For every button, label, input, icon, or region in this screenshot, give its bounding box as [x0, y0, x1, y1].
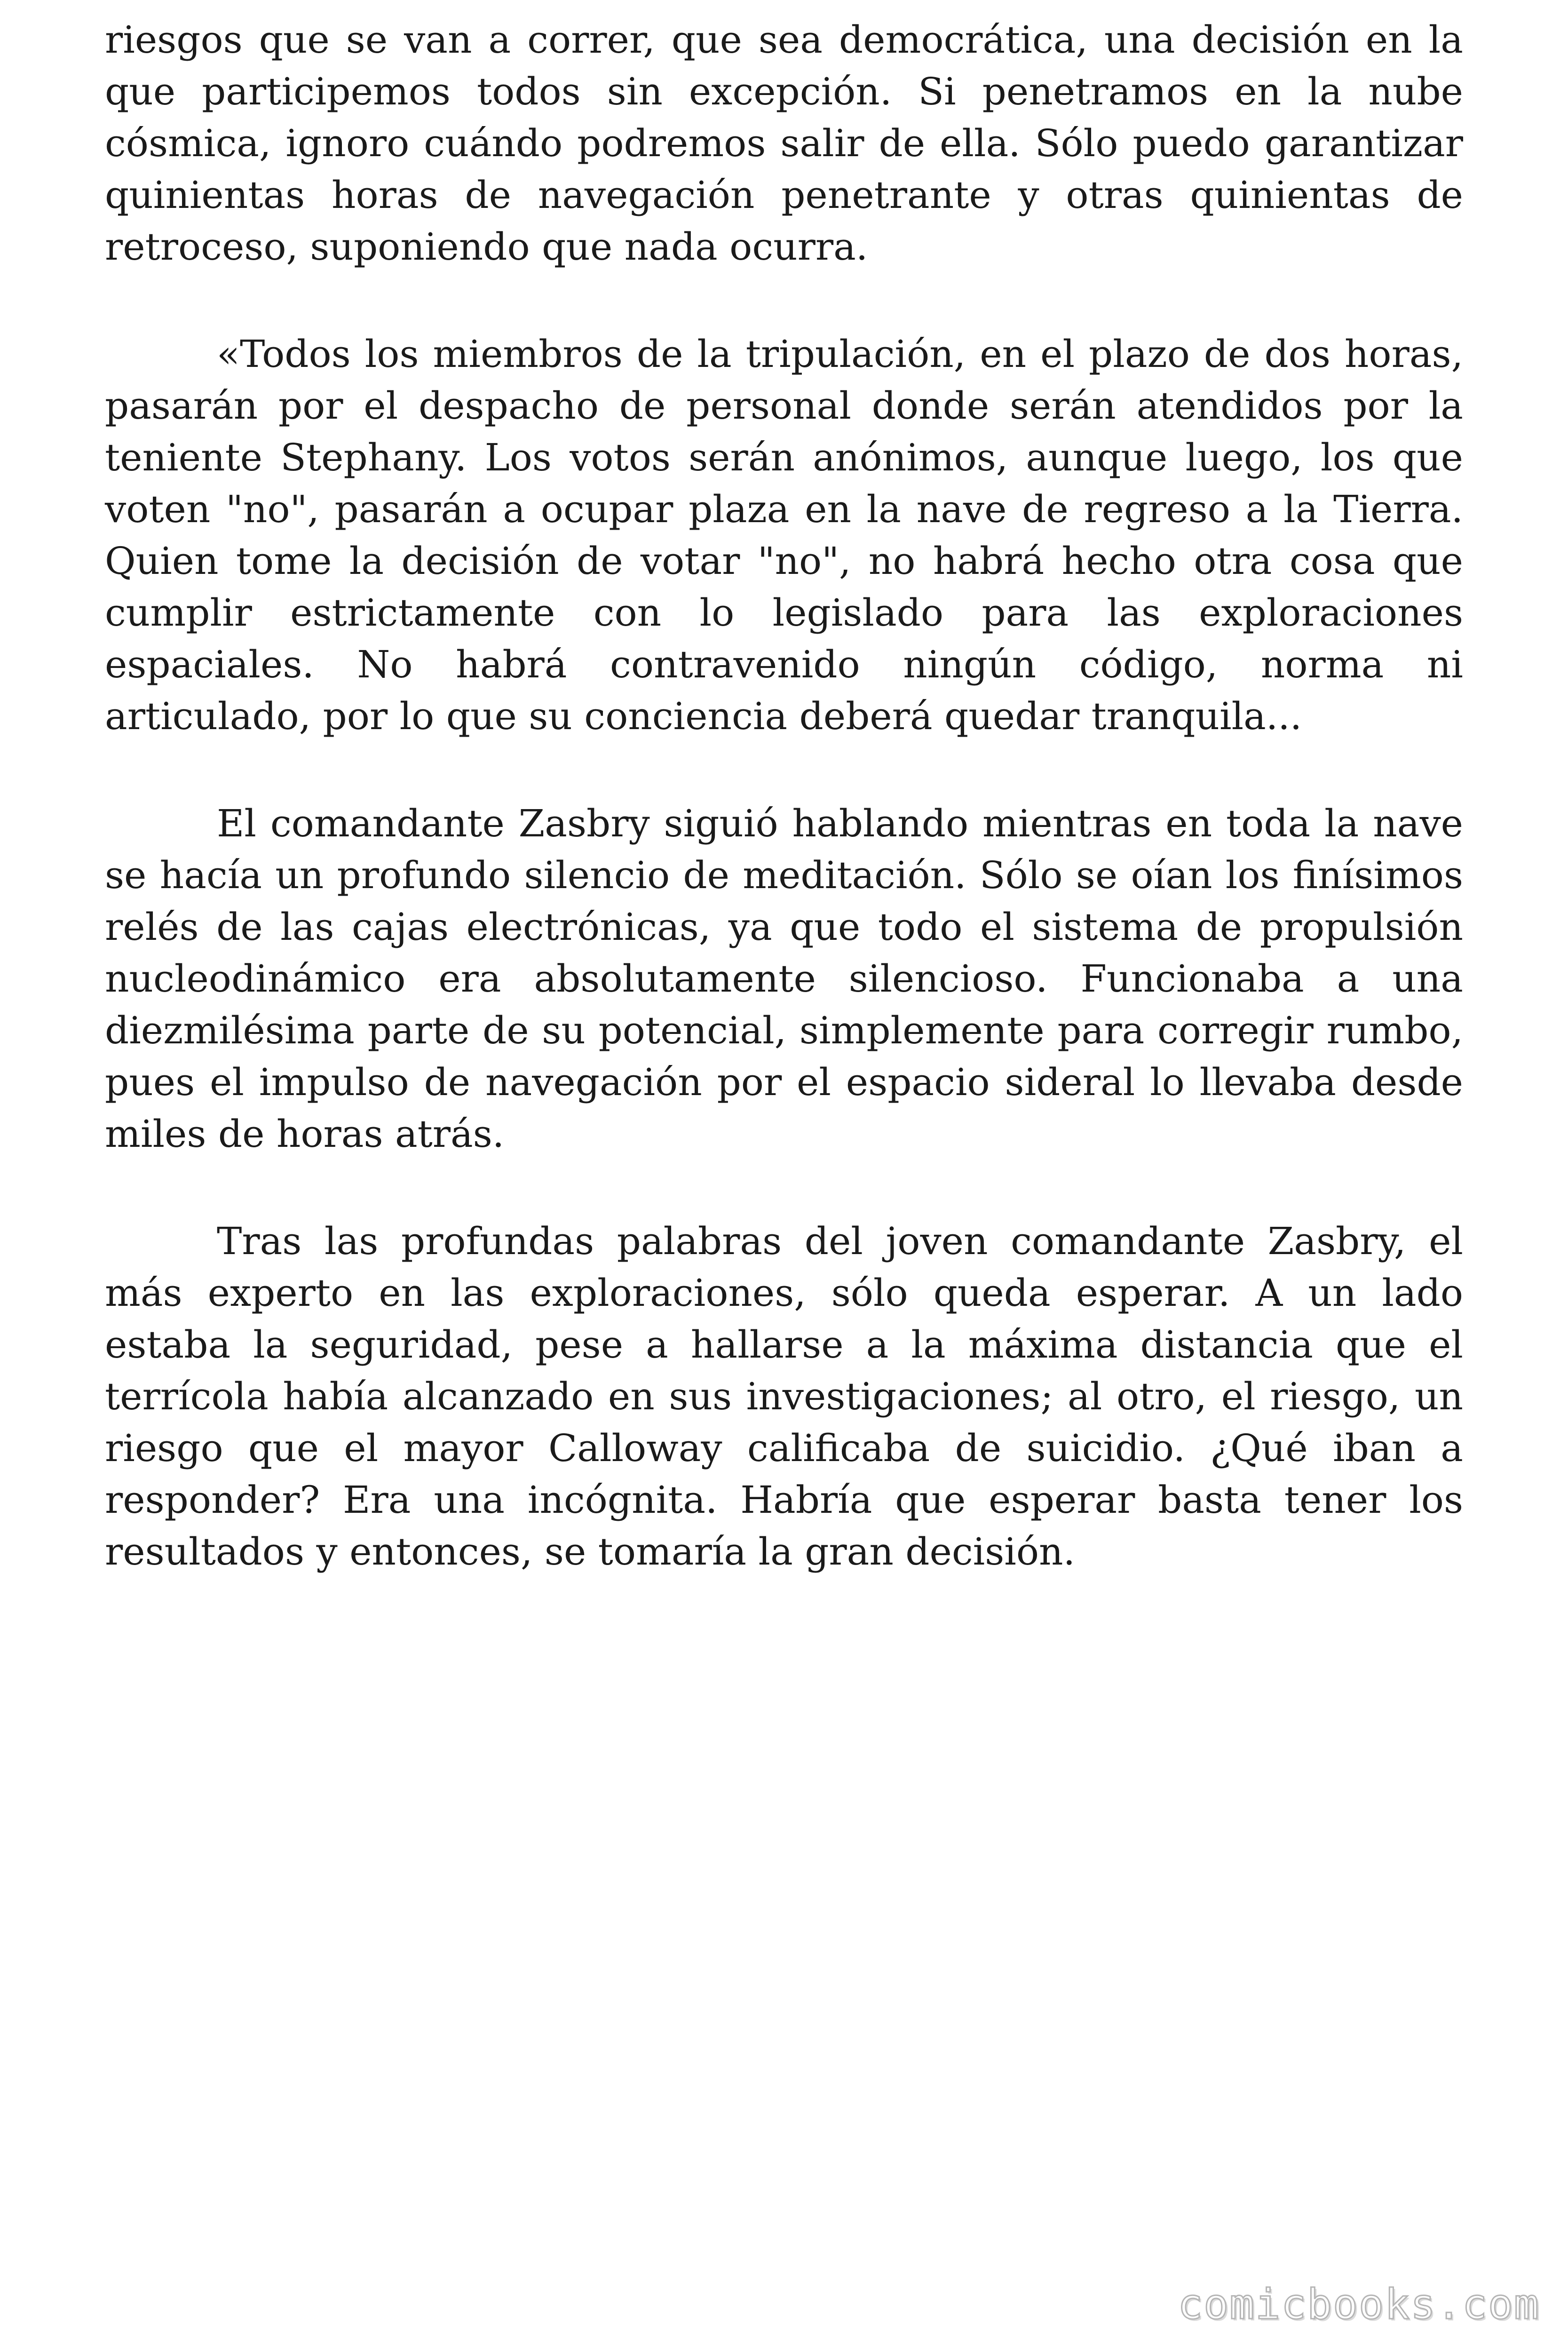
page-body — [105, 14, 1463, 1633]
watermark-logo: comicbooks.com — [1178, 2280, 1540, 2328]
paragraph-decision: Tras las profundas palabras del joven comandante Zasbry, el más experto en las exploraciones, sólo queda esperar. A un lado estaba la seguridad, pese a hallarse a la máxima distancia que el terrícola había alcanzado en sus investigaciones; al otro, el riesgo, un riesgo que el mayor Calloway calificaba de suicidio. ¿Qué iban a responder? Era una incógnita. Habría que esperar basta tener los resultados y entonces, se tomaría la gran decisión. — [105, 1219, 1463, 1573]
paragraph-continuation: riesgos que se van a correr, que sea democrática, una decisión en la que participemos todos sin excepción. Si penetramos en la nube cósmica, ignoro cuándo podremos salir de ella. Sólo puedo garantizar quinientas horas de navegación penetrante y otras quinientas de retroceso, suponiendo que nada ocurra. — [105, 18, 1463, 269]
paragraph-crew-vote: «Todos los miembros de la tripulación, en el plazo de dos horas, pasarán por el despacho de personal donde serán atendidos por la teniente Stephany. Los votos serán anónimos, aunque luego, los que voten "no", pasarán a ocupar plaza en la nave de regreso a la Tierra. Quien tome la decisión de votar "no", no habrá hecho otra cosa que cumplir estrictamente con lo legislado para las exploraciones espaciales. No habrá contravenido ningún código, norma ni articulado, por lo que su conciencia deberá quedar tranquila... — [105, 332, 1463, 738]
paragraph-commander-speech: El comandante Zasbry siguió hablando mientras en toda la nave se hacía un profundo silencio de meditación. Sólo se oían los finísimos relés de las cajas electrónicas, ya que todo el sistema de propulsión nucleodinámico era absolutamente silencioso. Funcionaba a una diezmilésima parte de su potencial, simplemente para corregir rumbo, pues el impulso de navegación por el espacio sideral lo llevaba desde miles de horas atrás. — [105, 802, 1463, 1156]
